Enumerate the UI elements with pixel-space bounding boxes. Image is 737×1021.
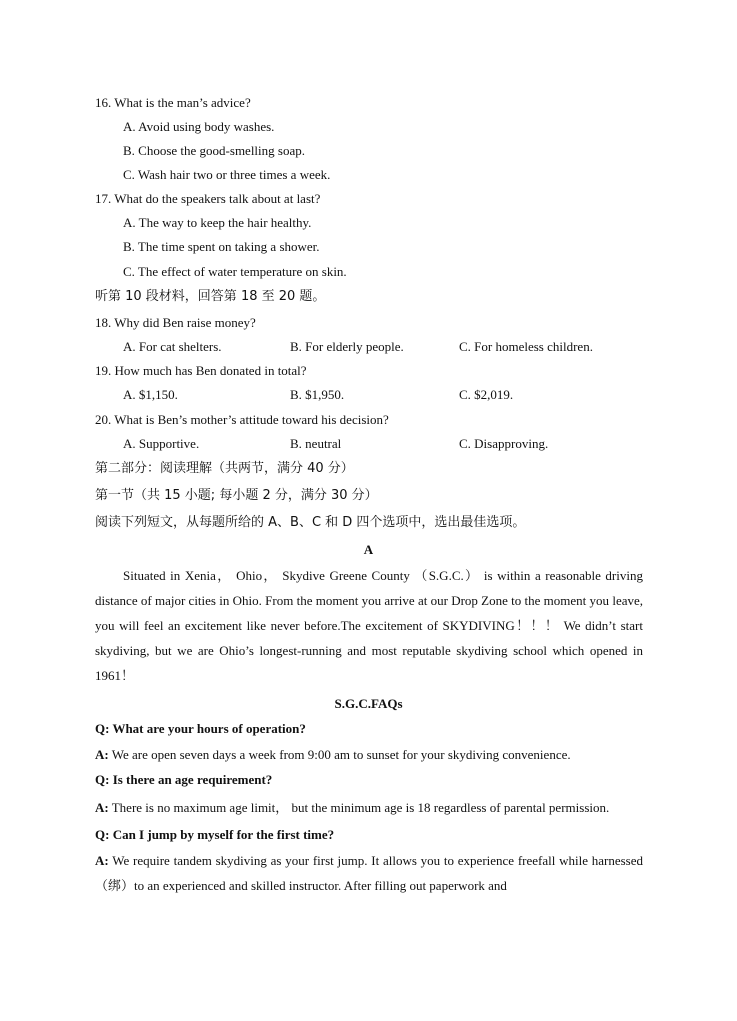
faq-answer-2 bbox=[95, 795, 643, 820]
question-18-option-c: C. For homeless children. bbox=[459, 339, 593, 354]
question-18-option-a: A. For cat shelters. bbox=[123, 339, 222, 354]
question-20-option-a: A. Supportive. bbox=[123, 436, 200, 451]
faq-answer-label: A: bbox=[95, 800, 109, 815]
faq-answer-label: A: bbox=[95, 853, 109, 868]
faq-answer-label: A: bbox=[95, 747, 109, 762]
reading-part-title: 第二部分：阅读理解（共两节，满分 40 分） bbox=[95, 461, 354, 476]
question-16-option-c: C. Wash hair two or three times a week. bbox=[123, 167, 331, 182]
listening-instruction-10: 听第 10 段材料，回答第 18 至 20 题。 bbox=[95, 289, 326, 304]
question-16-stem: 16. What is the man’s advice? bbox=[95, 95, 251, 110]
question-19-option-c: C. $2,019. bbox=[459, 387, 514, 402]
question-19-stem: 19. How much has Ben donated in total? bbox=[95, 363, 307, 378]
question-16-option-a: A. Avoid using body washes. bbox=[123, 119, 275, 134]
question-18-stem: 18. Why did Ben raise money? bbox=[95, 315, 256, 330]
question-17-stem: 17. What do the speakers talk about at last? bbox=[95, 191, 321, 206]
question-19-option-b: B. $1,950. bbox=[290, 387, 345, 402]
question-17-option-c: C. The effect of water temperature on skin. bbox=[123, 264, 347, 279]
reading-instruction: 阅读下列短文，从每题所给的 A、B、C 和 D 四个选项中，选出最佳选项。 bbox=[95, 515, 526, 530]
question-16-option-b: B. Choose the good-smelling soap. bbox=[123, 143, 305, 158]
faq-answer-3 bbox=[95, 848, 643, 898]
question-17-option-b: B. The time spent on taking a shower. bbox=[123, 239, 320, 254]
question-20-stem: 20. What is Ben’s mother’s attitude toward his decision? bbox=[95, 412, 389, 427]
faq-question-1: Q: What are your hours of operation? bbox=[95, 721, 306, 736]
faq-answer-text: We are open seven days a week from 9:00 am to sunset for your skydiving convenience. bbox=[111, 747, 571, 762]
faq-answer-1 bbox=[95, 742, 643, 767]
faq-question-3: Q: Can I jump by myself for the first time? bbox=[95, 827, 335, 842]
question-17-option-a: A. The way to keep the hair healthy. bbox=[123, 215, 312, 230]
reading-section-title: 第一节（共 15 小题; 每小题 2 分，满分 30 分） bbox=[95, 488, 378, 503]
question-18-option-b: B. For elderly people. bbox=[290, 339, 404, 354]
faq-title: S.G.C.FAQs bbox=[334, 696, 403, 711]
question-19-option-a: A. $1,150. bbox=[123, 387, 178, 402]
faq-answer-text: There is no maximum age limit， but the minimum age is 18 regardless of parental permission. bbox=[111, 800, 610, 815]
faq-question-2: Q: Is there an age requirement? bbox=[95, 772, 273, 787]
passage-label: A bbox=[363, 542, 374, 557]
faq-answer-text: We require tandem skydiving as your first jump. It allows you to experience freefall while harnessed （绑）to an experienced and skilled instructor. After filling out paperwork and bbox=[95, 853, 644, 893]
question-20-option-c: C. Disapproving. bbox=[459, 436, 549, 451]
question-20-option-b: B. neutral bbox=[290, 436, 342, 451]
passage-intro: Situated in Xenia， Ohio， Skydive Greene County （S.G.C.） is within a reasonable driving distance of major cities in Ohio. From the moment you arrive at our Drop Zone to the moment you leave, you will feel an excitement like never before.The excitement of SKYDIVING！！！ We didn’t start skydiving, but we are Ohio’s longest-running and most reputable skydiving school which opened in 1961！ bbox=[95, 568, 643, 683]
